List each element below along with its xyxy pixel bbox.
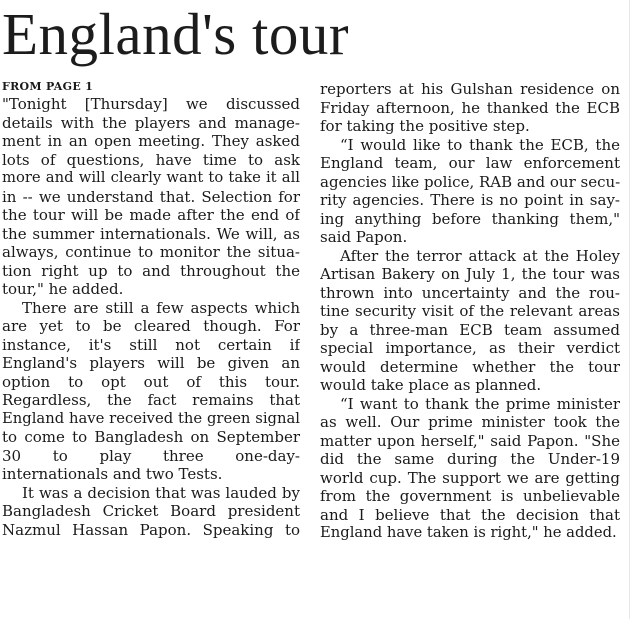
text-line: ing anything before thanking them,": [320, 209, 620, 228]
text-line: by a three-man ECB team assumed: [320, 320, 620, 339]
text-line: There are still a few aspects which: [22, 298, 300, 317]
text-line: would determine whether the tour: [320, 357, 620, 376]
text-line: internationals and two Tests.: [2, 465, 223, 483]
text-line: Regardless, the fact remains that: [2, 391, 300, 409]
text-line: option to opt out of this tour.: [2, 372, 300, 391]
text-line: matter upon herself," said Papon. "She: [320, 431, 620, 450]
text-line: England have received the green signal: [2, 409, 300, 427]
text-line: reporters at his Gulshan residence on: [320, 80, 620, 98]
text-line: would take place as planned.: [320, 376, 542, 394]
text-line: It was a decision that was lauded by: [22, 483, 300, 502]
right-column-text: [320, 80, 620, 543]
text-line: England team, our law enforcement: [320, 154, 620, 172]
text-line: Friday afternoon, he thanked the ECB: [320, 98, 620, 117]
text-line: agencies like police, RAB and our secu-: [320, 172, 620, 191]
text-line: instance, it's still not certain if: [2, 335, 300, 354]
text-line: special importance, as their verdict: [320, 339, 620, 357]
text-line: thrown into uncertainty and the rou-: [320, 283, 620, 302]
text-line: and I believe that the decision that: [320, 505, 620, 524]
headline: England's tour: [2, 1, 349, 67]
text-line: tour," he added.: [2, 280, 124, 298]
kicker-label: FROM PAGE 1: [2, 80, 94, 93]
text-line: to come to Bangladesh on September: [2, 428, 300, 446]
text-line: “I would like to thank the ECB, the: [340, 135, 620, 154]
text-line: details with the players and manage-: [2, 113, 300, 132]
text-line: from the government is unbelievable: [320, 487, 620, 505]
left-column-text: [2, 95, 300, 539]
text-line: Bangladesh Cricket Board president: [2, 502, 300, 520]
text-line: ment in an open meeting. They asked: [2, 132, 300, 150]
page-edge-rule: [629, 0, 630, 619]
text-line: the summer internationals. We will, as: [2, 224, 300, 243]
text-line: did the same during the Under-19: [320, 450, 620, 468]
text-line: After the terror attack at the Holey: [340, 246, 620, 265]
text-line: world cup. The support we are getting: [320, 468, 620, 487]
text-line: said Papon.: [320, 228, 408, 246]
text-line: England's players will be given an: [2, 354, 300, 372]
text-line: tine security visit of the relevant areas: [320, 302, 620, 320]
article-column-right: [320, 80, 620, 543]
text-line: lots of questions, have time to ask: [2, 150, 300, 169]
text-line: “I want to thank the prime minister: [340, 394, 620, 413]
text-line: the tour will be made after the end of: [2, 206, 300, 224]
text-line: tion right up to and throughout the: [2, 261, 300, 280]
text-line: for taking the positive step.: [320, 117, 530, 135]
text-line: "Tonight [Thursday] we discussed: [2, 95, 300, 113]
text-line: rity agencies. There is no point in say-: [320, 191, 620, 209]
text-line: more and will clearly want to take it all: [2, 169, 300, 186]
text-line: 30 to play three one-day-: [2, 446, 300, 465]
text-line: as well. Our prime minister took the: [320, 413, 620, 431]
text-line: in -- we understand that. Selection for: [2, 187, 300, 206]
text-line: are yet to be cleared though. For: [2, 317, 300, 335]
text-line: Nazmul Hassan Papon. Speaking to: [2, 520, 300, 539]
article-column-left: [2, 80, 300, 539]
text-line: Artisan Bakery on July 1, the tour was: [320, 265, 620, 283]
text-line: England have taken is right," he added.: [320, 524, 617, 541]
text-line: always, continue to monitor the situa-: [2, 243, 300, 261]
